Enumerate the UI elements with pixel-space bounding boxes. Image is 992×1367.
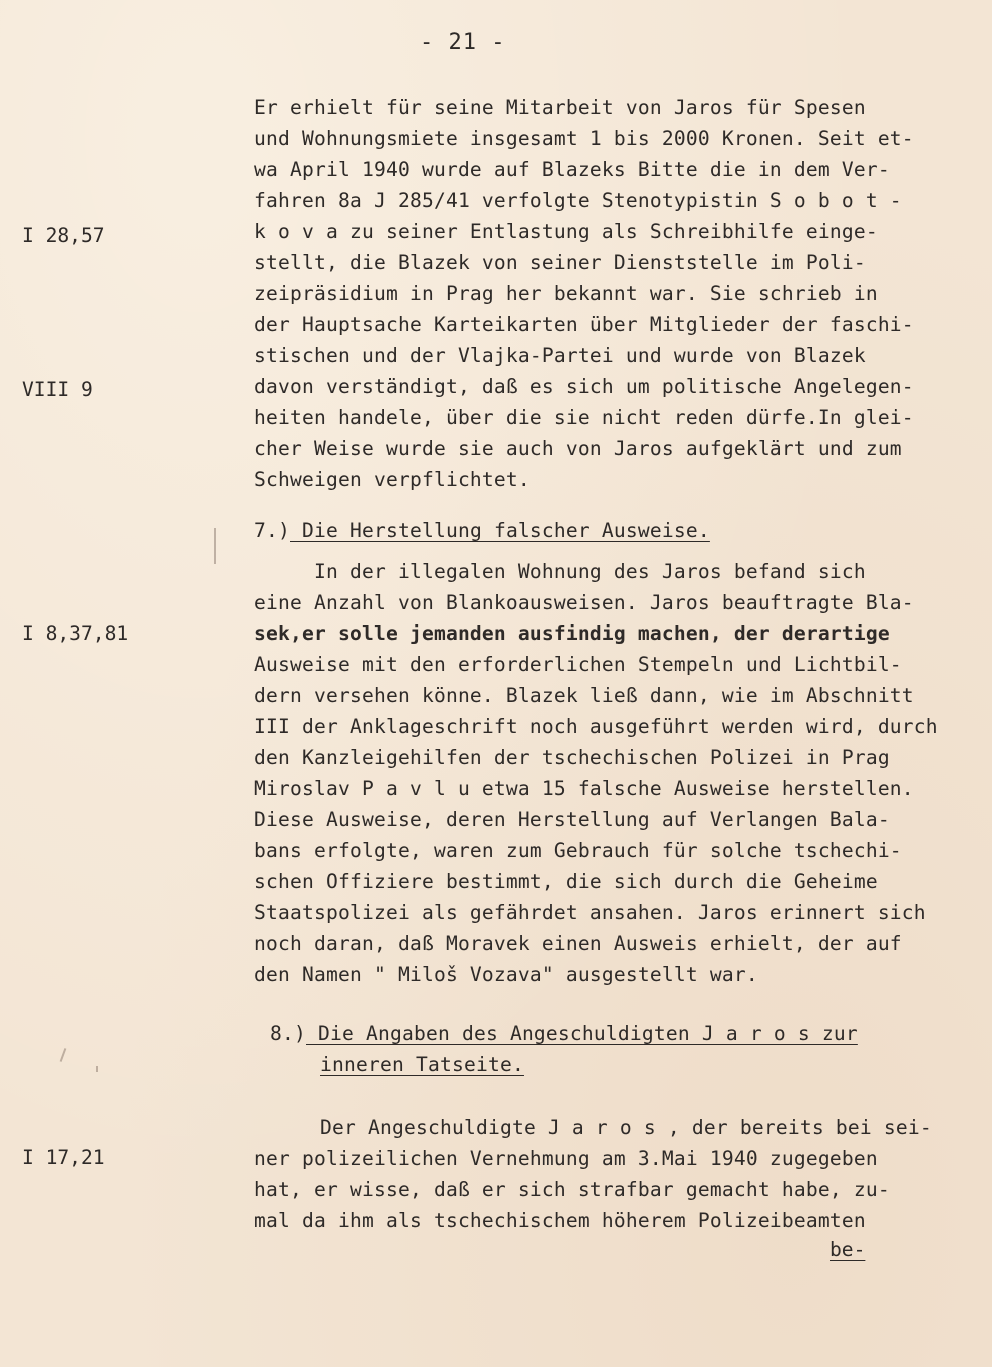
text-line: Diese Ausweise, deren Herstellung auf Verlangen Bala-	[254, 808, 890, 831]
text-line: eine Anzahl von Blankoausweisen. Jaros beauftragte Bla-	[254, 591, 914, 614]
text-line: Er erhielt für seine Mitarbeit von Jaros für Spesen	[254, 96, 866, 119]
text-line: noch daran, daß Moravek einen Ausweis erhielt, der auf	[254, 932, 902, 955]
text-line: und Wohnungsmiete insgesamt 1 bis 2000 Kronen. Seit et-	[254, 127, 914, 150]
page-number: - 21 -	[420, 30, 506, 55]
margin-pencil-mark	[96, 1066, 98, 1072]
text-line: davon verständigt, daß es sich um politische Angelegen-	[254, 375, 914, 398]
margin-reference: I 17,21	[22, 1146, 105, 1169]
text-line: Miroslav P a v l u etwa 15 falsche Ausweise herstellen.	[254, 777, 914, 800]
text-line: wa April 1940 wurde auf Blazeks Bitte die in dem Ver-	[254, 158, 890, 181]
text-line: sek,er solle jemanden ausfindig machen, der derartige	[254, 622, 890, 645]
text-line: schen Offiziere bestimmt, die sich durch die Geheime	[254, 870, 878, 893]
margin-reference: VIII 9	[22, 378, 93, 401]
text-line: Staatspolizei als gefährdet ansahen. Jaros erinnert sich	[254, 901, 926, 924]
text-line: stellt, die Blazek von seiner Dienststelle im Poli-	[254, 251, 866, 274]
section-heading	[270, 1022, 858, 1045]
text-line: Ausweise mit den erforderlichen Stempeln und Lichtbil-	[254, 653, 902, 676]
text-line: bans erfolgte, waren zum Gebrauch für solche tschechi-	[254, 839, 902, 862]
margin-pencil-mark	[214, 528, 216, 564]
text-line: Der Angeschuldigte J a r o s , der bereits bei sei-	[320, 1116, 932, 1139]
section-title-continued: inneren Tatseite.	[320, 1053, 524, 1076]
text-line: Schweigen verpflichtet.	[254, 468, 530, 491]
section-number: 8.)	[270, 1022, 306, 1045]
margin-reference: I 8,37,81	[22, 622, 129, 645]
text-line: hat, er wisse, daß er sich strafbar gemacht habe, zu-	[254, 1178, 890, 1201]
section-number: 7.)	[254, 519, 290, 542]
text-line: fahren 8a J 285/41 verfolgte Stenotypistin S o b o t -	[254, 189, 902, 212]
section-heading	[254, 519, 710, 542]
continued-word: be-	[830, 1238, 866, 1261]
text-line: dern versehen könne. Blazek ließ dann, wie im Abschnitt	[254, 684, 914, 707]
section-title: Die Angaben des Angeschuldigten J a r o s zur	[318, 1022, 858, 1045]
margin-pencil-mark	[60, 1048, 67, 1062]
text-line: der Hauptsache Karteikarten über Mitglieder der faschi-	[254, 313, 914, 336]
text-line: den Namen " Miloš Vozava" ausgestellt war.	[254, 963, 758, 986]
text-line: den Kanzleigehilfen der tschechischen Polizei in Prag	[254, 746, 890, 769]
text-line: In der illegalen Wohnung des Jaros befand sich	[254, 560, 866, 583]
text-line: heiten handele, über die sie nicht reden dürfe.In glei-	[254, 406, 914, 429]
text-line: stischen und der Vlajka-Partei und wurde von Blazek	[254, 344, 866, 367]
margin-reference: I 28,57	[22, 224, 105, 247]
text-line: zeipräsidium in Prag her bekannt war. Sie schrieb in	[254, 282, 878, 305]
text-line: mal da ihm als tschechischem höherem Polizeibeamten	[254, 1209, 866, 1232]
text-line: ner polizeilichen Vernehmung am 3.Mai 1940 zugegeben	[254, 1147, 878, 1170]
text-line: k o v a zu seiner Entlastung als Schreibhilfe einge-	[254, 220, 878, 243]
text-line: III der Anklageschrift noch ausgeführt werden wird, durch	[254, 715, 938, 738]
text-line: cher Weise wurde sie auch von Jaros aufgeklärt und zum	[254, 437, 902, 460]
section-title: Die Herstellung falscher Ausweise.	[302, 519, 710, 542]
